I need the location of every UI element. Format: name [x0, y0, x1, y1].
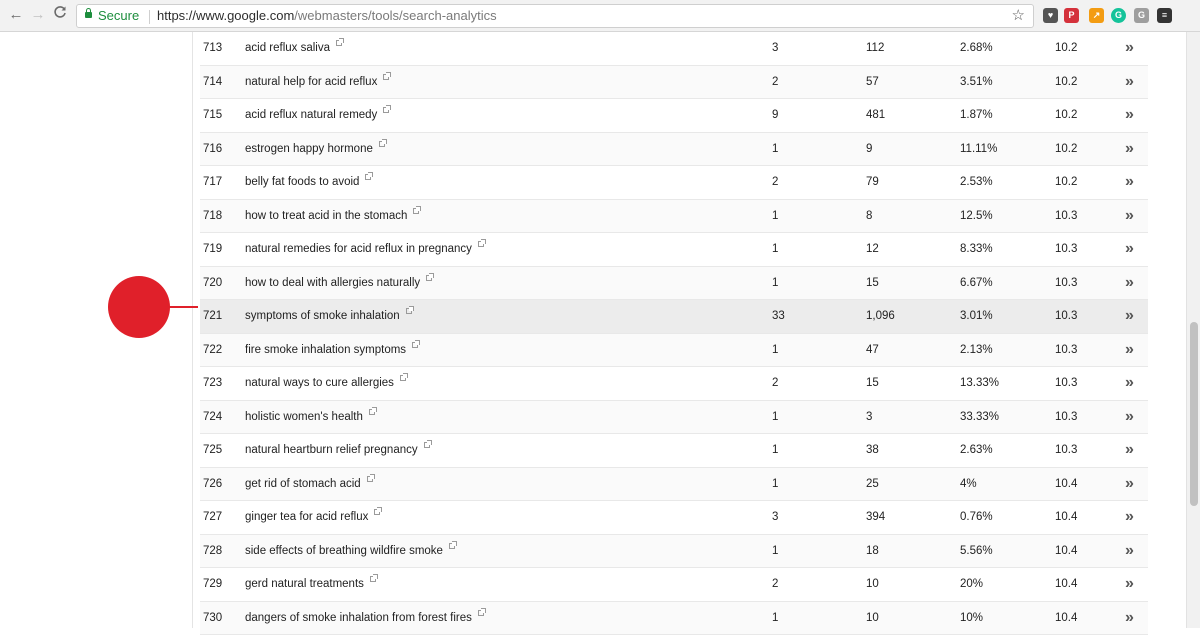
expand-row-icon[interactable]: » — [1125, 267, 1133, 299]
external-link-icon[interactable] — [383, 74, 389, 80]
url-text[interactable] — [157, 5, 497, 27]
queries-table — [200, 32, 1148, 635]
secure-label: Secure — [98, 5, 139, 27]
query-cell — [245, 133, 385, 165]
external-link-icon[interactable] — [449, 543, 455, 549]
query-cell — [245, 99, 389, 131]
ctr-cell: 2.68% — [960, 32, 993, 64]
impressions-cell: 47 — [866, 334, 879, 366]
position-cell: 10.3 — [1055, 267, 1077, 299]
ctr-cell: 1.87% — [960, 99, 993, 131]
impressions-cell: 8 — [866, 200, 872, 232]
query-text[interactable]: side effects of breathing wildfire smoke — [245, 545, 443, 557]
ctr-cell: 2.53% — [960, 166, 993, 198]
external-link-icon[interactable] — [369, 409, 375, 415]
table-row[interactable] — [200, 334, 1148, 368]
table-row[interactable] — [200, 401, 1148, 435]
scrollbar-thumb[interactable] — [1190, 322, 1198, 506]
query-cell — [245, 66, 389, 98]
clicks-cell: 2 — [772, 66, 778, 98]
table-row[interactable] — [200, 233, 1148, 267]
ctr-cell: 4% — [960, 468, 977, 500]
position-cell: 10.3 — [1055, 334, 1077, 366]
clicks-cell: 1 — [772, 434, 778, 466]
ctr-cell: 0.76% — [960, 501, 993, 533]
query-text[interactable]: how to treat acid in the stomach — [245, 210, 407, 222]
expand-row-icon[interactable]: » — [1125, 401, 1133, 433]
impressions-cell: 18 — [866, 535, 879, 567]
row-number: 723 — [203, 367, 222, 399]
clicks-cell: 2 — [772, 367, 778, 399]
position-cell: 10.2 — [1055, 66, 1077, 98]
back-icon[interactable]: ← — [6, 5, 26, 25]
table-row[interactable] — [200, 367, 1148, 401]
external-link-icon[interactable] — [478, 241, 484, 247]
row-number: 729 — [203, 568, 222, 600]
impressions-cell: 57 — [866, 66, 879, 98]
ctr-cell: 2.63% — [960, 434, 993, 466]
expand-row-icon[interactable]: » — [1125, 535, 1133, 567]
pinterest-icon[interactable]: P — [1064, 8, 1079, 23]
query-text[interactable]: get rid of stomach acid — [245, 478, 361, 490]
query-text[interactable]: acid reflux saliva — [245, 42, 330, 54]
ctr-cell: 12.5% — [960, 200, 993, 232]
impressions-cell: 9 — [866, 133, 872, 165]
external-link-icon[interactable] — [383, 107, 389, 113]
expand-row-icon[interactable]: » — [1125, 233, 1133, 265]
position-cell: 10.4 — [1055, 468, 1077, 500]
ctr-cell: 20% — [960, 568, 983, 600]
ctr-cell: 3.01% — [960, 300, 993, 332]
position-cell: 10.3 — [1055, 233, 1077, 265]
ctr-cell: 10% — [960, 602, 983, 634]
browser-toolbar — [0, 0, 1200, 32]
impressions-cell: 10 — [866, 602, 879, 634]
impressions-cell: 15 — [866, 367, 879, 399]
query-cell — [245, 401, 375, 433]
query-text[interactable]: gerd natural treatments — [245, 578, 364, 590]
query-cell — [245, 568, 376, 600]
annotation-marker — [108, 276, 170, 338]
position-cell: 10.3 — [1055, 434, 1077, 466]
expand-row-icon[interactable]: » — [1125, 32, 1133, 64]
forward-icon[interactable]: → — [28, 5, 48, 25]
row-number: 721 — [203, 300, 222, 332]
row-number: 719 — [203, 233, 222, 265]
impressions-cell: 481 — [866, 99, 885, 131]
ctr-cell: 5.56% — [960, 535, 993, 567]
query-text[interactable]: acid reflux natural remedy — [245, 109, 377, 121]
expand-row-icon[interactable]: » — [1125, 200, 1133, 232]
impressions-cell: 79 — [866, 166, 879, 198]
table-row[interactable] — [200, 66, 1148, 100]
table-row[interactable] — [200, 99, 1148, 133]
row-number: 724 — [203, 401, 222, 433]
ctr-cell: 6.67% — [960, 267, 993, 299]
query-text[interactable]: holistic women's health — [245, 411, 363, 423]
external-link-icon[interactable] — [426, 275, 432, 281]
expand-row-icon[interactable]: » — [1125, 568, 1133, 600]
grammarly-icon[interactable]: G — [1111, 8, 1126, 23]
position-cell: 10.2 — [1055, 32, 1077, 64]
table-row[interactable] — [200, 166, 1148, 200]
table-body — [200, 32, 1148, 635]
query-text[interactable]: ginger tea for acid reflux — [245, 511, 368, 523]
clicks-cell: 1 — [772, 267, 778, 299]
clicks-cell: 1 — [772, 233, 778, 265]
table-row[interactable] — [200, 501, 1148, 535]
impressions-cell: 394 — [866, 501, 885, 533]
external-link-icon[interactable] — [367, 476, 373, 482]
position-cell: 10.3 — [1055, 300, 1077, 332]
query-text[interactable]: belly fat foods to avoid — [245, 176, 359, 188]
table-row[interactable] — [200, 267, 1148, 301]
row-number: 715 — [203, 99, 222, 131]
table-row[interactable] — [200, 133, 1148, 167]
external-link-icon[interactable] — [374, 509, 380, 515]
expand-row-icon[interactable]: » — [1125, 166, 1133, 198]
expand-row-icon[interactable]: » — [1125, 367, 1133, 399]
query-cell — [245, 166, 371, 198]
external-link-icon[interactable] — [370, 576, 376, 582]
external-link-icon[interactable] — [413, 208, 419, 214]
position-cell: 10.2 — [1055, 133, 1077, 165]
left-panel — [0, 32, 192, 628]
query-cell — [245, 267, 432, 299]
expand-row-icon[interactable]: » — [1125, 300, 1133, 332]
query-cell — [245, 233, 484, 265]
row-number: 730 — [203, 602, 222, 634]
position-cell: 10.2 — [1055, 99, 1077, 131]
query-cell — [245, 535, 455, 567]
table-row[interactable] — [200, 568, 1148, 602]
scrollbar[interactable] — [1186, 32, 1200, 628]
row-number: 713 — [203, 32, 222, 64]
clicks-cell: 1 — [772, 535, 778, 567]
row-number: 727 — [203, 501, 222, 533]
position-cell: 10.3 — [1055, 401, 1077, 433]
expand-row-icon[interactable]: » — [1125, 602, 1133, 634]
expand-row-icon[interactable]: » — [1125, 99, 1133, 131]
table-row[interactable] — [200, 32, 1148, 66]
position-cell: 10.3 — [1055, 367, 1077, 399]
query-text[interactable]: natural remedies for acid reflux in pregnancy — [245, 243, 472, 255]
impressions-cell: 3 — [866, 401, 872, 433]
ctr-cell: 2.13% — [960, 334, 993, 366]
address-divider — [149, 10, 150, 24]
row-number: 718 — [203, 200, 222, 232]
impressions-cell: 25 — [866, 468, 879, 500]
query-text[interactable]: how to deal with allergies naturally — [245, 277, 420, 289]
position-cell: 10.4 — [1055, 602, 1077, 634]
clicks-cell: 1 — [772, 334, 778, 366]
bookmark-star-icon[interactable]: ☆ — [1012, 5, 1025, 27]
query-cell — [245, 501, 380, 533]
annotation-line — [168, 306, 198, 308]
row-number: 726 — [203, 468, 222, 500]
url-host: https://www.google.com — [157, 8, 294, 23]
ctr-cell: 13.33% — [960, 367, 999, 399]
clicks-cell: 3 — [772, 501, 778, 533]
row-number: 716 — [203, 133, 222, 165]
query-cell — [245, 300, 412, 332]
expand-row-icon[interactable]: » — [1125, 501, 1133, 533]
query-cell — [245, 334, 418, 366]
expand-row-icon[interactable]: » — [1125, 133, 1133, 165]
external-link-icon[interactable] — [424, 442, 430, 448]
query-text[interactable]: fire smoke inhalation symptoms — [245, 344, 406, 356]
external-link-icon[interactable] — [336, 40, 342, 46]
row-number: 728 — [203, 535, 222, 567]
clicks-cell: 2 — [772, 568, 778, 600]
query-cell — [245, 367, 406, 399]
query-text[interactable]: estrogen happy hormone — [245, 143, 373, 155]
expand-row-icon[interactable]: » — [1125, 66, 1133, 98]
clicks-cell: 33 — [772, 300, 785, 332]
clicks-cell: 3 — [772, 32, 778, 64]
table-row[interactable] — [200, 300, 1148, 334]
clicks-cell: 1 — [772, 401, 778, 433]
table-row[interactable] — [200, 434, 1148, 468]
reload-icon[interactable] — [50, 5, 70, 25]
row-number: 725 — [203, 434, 222, 466]
external-link-icon[interactable] — [400, 375, 406, 381]
ctr-cell: 11.11% — [960, 133, 997, 165]
table-row[interactable] — [200, 200, 1148, 234]
row-number: 720 — [203, 267, 222, 299]
external-link-icon[interactable] — [412, 342, 418, 348]
chart-extension-icon[interactable]: ↗ — [1089, 8, 1104, 23]
position-cell: 10.4 — [1055, 535, 1077, 567]
external-link-icon[interactable] — [406, 308, 412, 314]
external-link-icon[interactable] — [478, 610, 484, 616]
impressions-cell: 15 — [866, 267, 879, 299]
buffer-icon[interactable]: ≡ — [1157, 8, 1172, 23]
query-cell — [245, 200, 419, 232]
reload-arrow-shape — [53, 5, 67, 19]
query-text[interactable]: natural heartburn relief pregnancy — [245, 444, 418, 456]
impressions-cell: 112 — [866, 32, 884, 64]
row-number: 714 — [203, 66, 222, 98]
position-cell: 10.2 — [1055, 166, 1077, 198]
pocket-icon[interactable]: ♥ — [1043, 8, 1058, 23]
impressions-cell: 1,096 — [866, 300, 895, 332]
impressions-cell: 10 — [866, 568, 879, 600]
row-number: 722 — [203, 334, 222, 366]
clicks-cell: 1 — [772, 133, 778, 165]
table-row[interactable] — [200, 602, 1148, 635]
clicks-cell: 1 — [772, 602, 778, 634]
query-text[interactable]: symptoms of smoke inhalation — [245, 310, 400, 322]
position-cell: 10.3 — [1055, 200, 1077, 232]
query-text[interactable]: natural ways to cure allergies — [245, 377, 394, 389]
query-cell — [245, 468, 373, 500]
ctr-cell: 33.33% — [960, 401, 999, 433]
clicks-cell: 9 — [772, 99, 778, 131]
query-cell — [245, 602, 484, 634]
lock-icon — [85, 12, 92, 18]
g-extension-icon[interactable]: G — [1134, 8, 1149, 23]
ctr-cell: 3.51% — [960, 66, 993, 98]
row-number: 717 — [203, 166, 222, 198]
clicks-cell: 1 — [772, 468, 778, 500]
impressions-cell: 38 — [866, 434, 879, 466]
external-link-icon[interactable] — [365, 174, 371, 180]
table-row[interactable] — [200, 535, 1148, 569]
clicks-cell: 1 — [772, 200, 778, 232]
url-path: /webmasters/tools/search-analytics — [294, 8, 496, 23]
position-cell: 10.4 — [1055, 501, 1077, 533]
expand-row-icon[interactable]: » — [1125, 468, 1133, 500]
query-text[interactable]: dangers of smoke inhalation from forest fires — [245, 612, 472, 624]
impressions-cell: 12 — [866, 233, 879, 265]
query-text[interactable]: natural help for acid reflux — [245, 76, 377, 88]
clicks-cell: 2 — [772, 166, 778, 198]
external-link-icon[interactable] — [379, 141, 385, 147]
table-row[interactable] — [200, 468, 1148, 502]
address-bar[interactable] — [76, 4, 1034, 28]
position-cell: 10.4 — [1055, 568, 1077, 600]
expand-row-icon[interactable]: » — [1125, 434, 1133, 466]
query-cell — [245, 434, 430, 466]
expand-row-icon[interactable]: » — [1125, 334, 1133, 366]
query-cell — [245, 32, 342, 64]
ctr-cell: 8.33% — [960, 233, 993, 265]
